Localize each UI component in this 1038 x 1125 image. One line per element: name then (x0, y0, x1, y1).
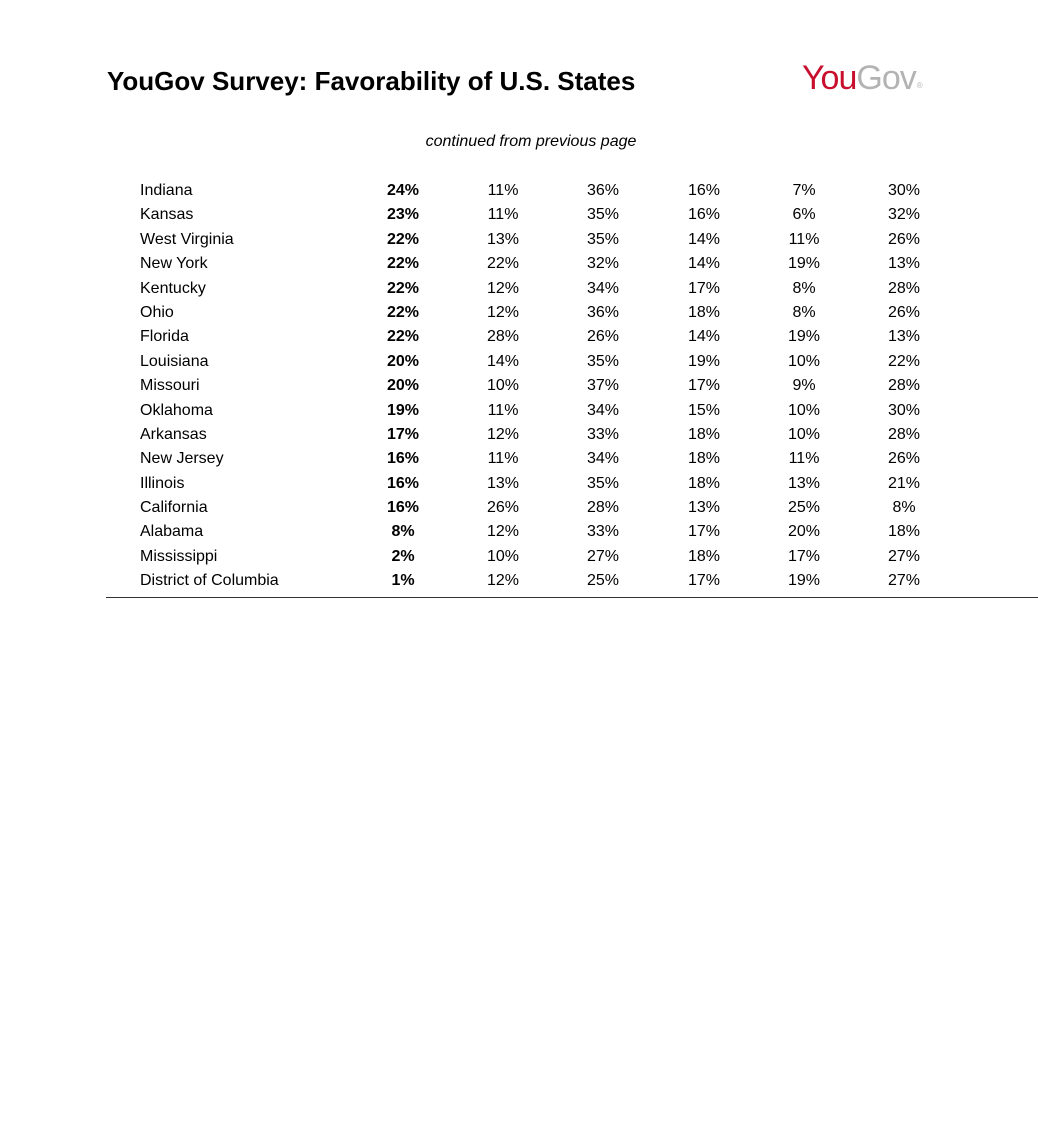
value-cell: 13% (687, 499, 721, 517)
value-cell: 18% (687, 474, 721, 492)
state-name-cell: Mississippi (140, 547, 218, 565)
table-row (0, 447, 1038, 471)
value-cell: 18% (687, 303, 721, 321)
state-name-cell: West Virginia (140, 230, 234, 248)
favorability-value-cell: 22% (386, 328, 420, 346)
favorability-value-cell: 23% (386, 206, 420, 224)
registered-mark: ® (916, 81, 922, 90)
value-cell: 35% (586, 352, 620, 370)
value-cell: 7% (792, 182, 816, 199)
value-cell: 18% (887, 523, 921, 541)
table-row (0, 472, 1038, 496)
table-row (0, 545, 1038, 569)
value-cell: 17% (687, 377, 721, 395)
state-name-cell: Arkansas (140, 425, 207, 443)
state-name-cell: Ohio (140, 303, 174, 321)
favorability-value-cell: 19% (386, 401, 420, 419)
value-cell: 19% (787, 328, 821, 346)
value-cell: 14% (687, 230, 721, 248)
state-name-cell: District of Columbia (140, 572, 279, 590)
value-cell: 19% (787, 255, 821, 273)
table-row (0, 203, 1038, 227)
state-name-cell: Illinois (140, 474, 185, 492)
state-name-cell: New York (140, 255, 208, 273)
state-name-cell: California (140, 499, 208, 517)
continued-note: continued from previous page (425, 133, 637, 150)
value-cell: 28% (486, 328, 520, 346)
value-cell: 9% (792, 377, 816, 395)
favorability-value-cell: 16% (386, 450, 420, 468)
value-cell: 36% (586, 303, 620, 321)
value-cell: 14% (486, 352, 520, 370)
table-bottom-rule (106, 597, 1038, 598)
value-cell: 25% (787, 499, 821, 517)
value-cell: 28% (887, 279, 921, 297)
value-cell: 16% (687, 182, 721, 199)
value-cell: 25% (586, 572, 620, 590)
value-cell: 32% (887, 206, 921, 224)
value-cell: 17% (687, 523, 721, 541)
favorability-value-cell: 24% (386, 182, 420, 199)
state-name-cell: Oklahoma (140, 401, 213, 419)
value-cell: 26% (887, 230, 921, 248)
favorability-table (0, 179, 1038, 594)
value-cell: 30% (887, 401, 921, 419)
table-row (0, 350, 1038, 374)
value-cell: 18% (687, 425, 721, 443)
favorability-value-cell: 20% (386, 352, 420, 370)
value-cell: 32% (586, 255, 620, 273)
value-cell: 27% (586, 547, 620, 565)
value-cell: 11% (788, 450, 820, 468)
value-cell: 37% (586, 377, 620, 395)
table-row (0, 374, 1038, 398)
table-row (0, 569, 1038, 593)
value-cell: 14% (687, 255, 721, 273)
value-cell: 30% (887, 182, 921, 199)
table-row (0, 325, 1038, 349)
value-cell: 13% (486, 474, 520, 492)
value-cell: 11% (788, 230, 820, 248)
table-row (0, 520, 1038, 544)
favorability-value-cell: 17% (386, 425, 420, 443)
value-cell: 8% (792, 279, 816, 297)
value-cell: 19% (687, 352, 721, 370)
value-cell: 6% (792, 206, 816, 224)
value-cell: 33% (586, 523, 620, 541)
value-cell: 36% (586, 182, 620, 199)
value-cell: 15% (687, 401, 721, 419)
value-cell: 10% (486, 377, 520, 395)
favorability-value-cell: 22% (386, 230, 420, 248)
favorability-value-cell: 16% (386, 474, 420, 492)
favorability-value-cell: 22% (386, 303, 420, 321)
value-cell: 22% (887, 352, 921, 370)
value-cell: 26% (887, 450, 921, 468)
value-cell: 18% (687, 450, 721, 468)
value-cell: 10% (486, 547, 520, 565)
table-row (0, 179, 1038, 203)
value-cell: 10% (787, 401, 821, 419)
value-cell: 18% (687, 547, 721, 565)
value-cell: 10% (787, 425, 821, 443)
value-cell: 12% (486, 572, 520, 590)
favorability-value-cell: 2% (391, 547, 415, 565)
value-cell: 35% (586, 206, 620, 224)
favorability-value-cell: 8% (391, 523, 415, 541)
state-name-cell: Missouri (140, 377, 200, 395)
value-cell: 12% (486, 303, 520, 321)
table-row (0, 277, 1038, 301)
value-cell: 12% (486, 425, 520, 443)
table-row (0, 252, 1038, 276)
value-cell: 17% (787, 547, 821, 565)
favorability-value-cell: 1% (391, 572, 415, 590)
value-cell: 16% (687, 206, 721, 224)
favorability-value-cell: 22% (386, 255, 420, 273)
value-cell: 34% (586, 401, 620, 419)
value-cell: 28% (887, 425, 921, 443)
value-cell: 11% (487, 206, 519, 224)
value-cell: 11% (487, 450, 519, 468)
value-cell: 26% (887, 303, 921, 321)
yougov-logo (802, 58, 922, 98)
value-cell: 26% (586, 328, 620, 346)
value-cell: 8% (792, 303, 816, 321)
value-cell: 12% (486, 523, 520, 541)
value-cell: 13% (486, 230, 520, 248)
value-cell: 13% (787, 474, 821, 492)
value-cell: 14% (687, 328, 721, 346)
table-row (0, 423, 1038, 447)
value-cell: 28% (586, 499, 620, 517)
value-cell: 17% (687, 279, 721, 297)
logo-you-text: You (802, 59, 857, 97)
value-cell: 10% (787, 352, 821, 370)
value-cell: 13% (887, 328, 921, 346)
value-cell: 28% (887, 377, 921, 395)
favorability-value-cell: 16% (386, 499, 420, 517)
logo-gov-text: Gov (856, 59, 916, 97)
favorability-value-cell: 20% (386, 377, 420, 395)
value-cell: 34% (586, 279, 620, 297)
value-cell: 8% (892, 499, 916, 517)
state-name-cell: Florida (140, 328, 189, 346)
value-cell: 12% (486, 279, 520, 297)
value-cell: 11% (487, 401, 519, 419)
state-name-cell: Louisiana (140, 352, 209, 370)
state-name-cell: New Jersey (140, 450, 224, 468)
value-cell: 26% (486, 499, 520, 517)
value-cell: 35% (586, 474, 620, 492)
table-row (0, 228, 1038, 252)
value-cell: 22% (486, 255, 520, 273)
value-cell: 35% (586, 230, 620, 248)
value-cell: 11% (487, 182, 519, 199)
state-name-cell: Kansas (140, 206, 194, 224)
value-cell: 19% (787, 572, 821, 590)
value-cell: 21% (887, 474, 921, 492)
state-name-cell: Alabama (140, 523, 204, 541)
value-cell: 33% (586, 425, 620, 443)
favorability-value-cell: 22% (386, 279, 420, 297)
value-cell: 34% (586, 450, 620, 468)
state-name-cell: Indiana (140, 182, 193, 199)
table-row (0, 496, 1038, 520)
page-title: YouGov Survey: Favorability of U.S. States (107, 66, 636, 96)
value-cell: 17% (687, 572, 721, 590)
table-row (0, 301, 1038, 325)
value-cell: 20% (787, 523, 821, 541)
value-cell: 13% (887, 255, 921, 273)
value-cell: 27% (887, 547, 921, 565)
value-cell: 27% (887, 572, 921, 590)
state-name-cell: Kentucky (140, 279, 206, 297)
table-row (0, 399, 1038, 423)
